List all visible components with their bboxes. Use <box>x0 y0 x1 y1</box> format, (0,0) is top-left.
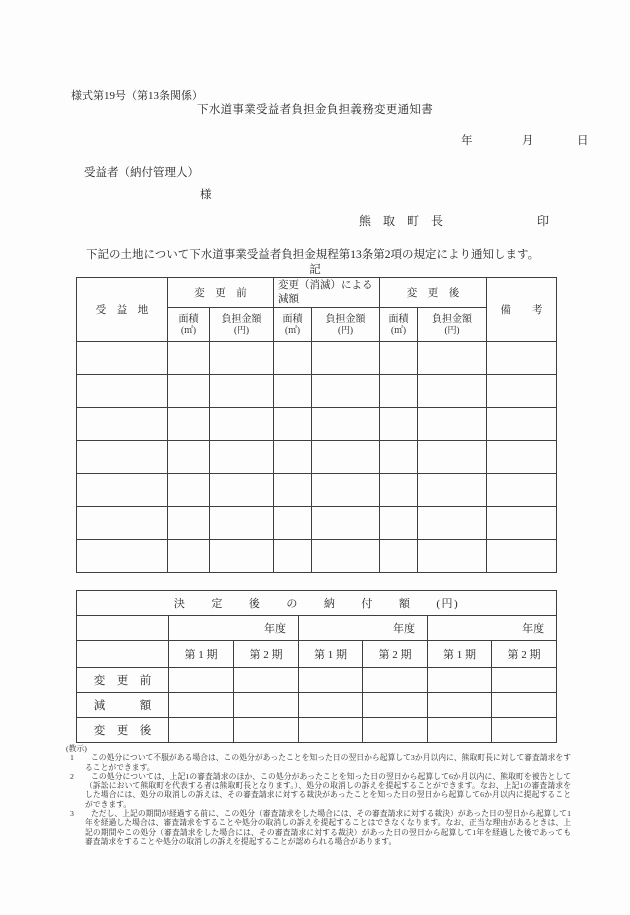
form-number: 様式第19号（第13条関係） <box>71 90 203 102</box>
table-row <box>77 408 557 441</box>
empty-cell <box>274 540 312 573</box>
amount-unit-label: (円) <box>234 324 249 335</box>
empty-cell <box>77 540 168 573</box>
notes-section <box>66 744 571 846</box>
empty-cell <box>210 507 274 540</box>
empty-cell <box>312 507 380 540</box>
empty-cell <box>380 507 418 540</box>
table2-title-row <box>77 591 557 616</box>
empty-cell <box>492 693 557 718</box>
table-row <box>77 375 557 408</box>
note-text: この処分については、上記1の審査請求のほか、この処分があったことを知った日の翌日から起算して6か月以内に、熊取町を被告として（訴訟において熊取町を代表する者は熊取町長となります。）、処分の取消しの訴えを提起することができます。なお、上記1の審査請求をした場合には、処分の取消しの訴えは、その審査請求に対する裁決があったことを知った日の翌日から起算して6か月以内に提起することができます。 <box>85 771 571 809</box>
row-label-after-change: 変 更 後 <box>77 718 169 743</box>
row-reduction <box>77 693 557 718</box>
header-cell-amount-before <box>210 308 274 342</box>
empty-cell <box>168 375 210 408</box>
mayor-name: 熊 取 町 長 <box>359 214 444 228</box>
empty-cell <box>418 342 487 375</box>
empty-cell <box>312 408 380 441</box>
empty-cell <box>77 474 168 507</box>
empty-cell <box>77 507 168 540</box>
empty-cell <box>299 718 363 743</box>
empty-cell <box>418 474 487 507</box>
note-number: 2 <box>70 771 74 781</box>
empty-cell <box>492 668 557 693</box>
empty-cell <box>234 668 299 693</box>
table2-title: 決 定 後 の 納 付 額 (円) <box>77 591 557 616</box>
empty-cell <box>312 441 380 474</box>
amount-label: 負担金額 <box>432 314 472 326</box>
empty-cell <box>380 342 418 375</box>
area-unit-label: (㎡) <box>285 324 300 335</box>
empty-cell <box>168 474 210 507</box>
empty-cell <box>380 441 418 474</box>
empty-cell <box>210 441 274 474</box>
empty-cell <box>418 540 487 573</box>
amount-unit-label: (円) <box>444 324 460 335</box>
row-label-before-change: 変 更 前 <box>77 668 169 693</box>
header-cell-area-reduction <box>274 308 312 342</box>
ki-heading: 記 <box>309 264 321 276</box>
note-item <box>66 772 571 809</box>
fiscal-year-cell: 年度 <box>428 616 557 641</box>
table-row <box>77 441 557 474</box>
empty-cell <box>234 693 299 718</box>
note-number: 3 <box>70 809 74 819</box>
empty-cell <box>274 408 312 441</box>
page-title: 下水道事業受益者負担金負担義務変更通知書 <box>197 104 433 116</box>
period-cell: 第 2 期 <box>363 641 428 668</box>
notes-heading: (教示) <box>66 744 87 753</box>
area-unit-label: (㎡) <box>391 324 406 335</box>
empty-cell <box>168 540 210 573</box>
empty-cell <box>487 375 557 408</box>
row-before-change <box>77 668 557 693</box>
honorific-sama: 様 <box>200 189 212 201</box>
note-item <box>66 753 571 772</box>
empty-cell <box>168 441 210 474</box>
empty-cell <box>380 540 418 573</box>
empty-cell <box>418 375 487 408</box>
empty-cell <box>210 408 274 441</box>
empty-cell <box>169 718 234 743</box>
empty-cell <box>312 540 380 573</box>
empty-cell <box>487 342 557 375</box>
empty-cell <box>274 474 312 507</box>
note-number: 1 <box>70 753 74 763</box>
date-line <box>0 132 630 146</box>
fiscal-year-row <box>77 616 557 641</box>
fiscal-year-cell: 年度 <box>169 616 299 641</box>
table-header-row <box>77 278 557 308</box>
seal-mark: 印 <box>537 214 550 228</box>
empty-cell <box>210 342 274 375</box>
header-cell-area-after <box>380 308 418 342</box>
empty-cell <box>380 408 418 441</box>
table-row <box>77 540 557 573</box>
empty-cell <box>312 342 380 375</box>
header-cell-area-before <box>168 308 210 342</box>
empty-cell <box>487 441 557 474</box>
empty-cell <box>312 474 380 507</box>
area-label: 面積 <box>388 314 409 326</box>
amount-label: 負担金額 <box>325 314 366 326</box>
empty-cell <box>299 668 363 693</box>
empty-cell <box>274 342 312 375</box>
period-header-row <box>77 641 557 668</box>
empty-cell <box>418 441 487 474</box>
empty-cell <box>274 441 312 474</box>
empty-cell <box>492 718 557 743</box>
row-after-change <box>77 718 557 743</box>
empty-cell <box>77 375 168 408</box>
beneficiary-label: 受益者（納付管理人） <box>84 167 199 179</box>
empty-cell <box>312 375 380 408</box>
period-cell: 第 1 期 <box>299 641 363 668</box>
empty-cell <box>363 668 428 693</box>
row-label-reduction: 減 額 <box>77 693 169 718</box>
payment-after-decision-table <box>76 590 557 743</box>
empty-cell <box>487 540 557 573</box>
empty-cell <box>168 408 210 441</box>
header-cell-before-change: 変 更 前 <box>168 278 274 308</box>
header-cell-after-change: 変 更 後 <box>380 278 487 308</box>
table-row <box>77 342 557 375</box>
empty-cell <box>168 507 210 540</box>
empty-cell <box>234 718 299 743</box>
note-text: この処分について不服がある場合は、この処分があったことを知った日の翌日から起算して3か月以内に、熊取町長に対して審査請求をすることができます。 <box>85 753 571 772</box>
period-cell: 第 2 期 <box>234 641 299 668</box>
header-cell-reduction: 変更（消滅）による減額 <box>274 278 380 308</box>
header-cell-beneficiary-land: 受 益 地 <box>77 278 168 342</box>
empty-cell <box>169 668 234 693</box>
period-cell: 第 1 期 <box>428 641 492 668</box>
empty-cell <box>380 375 418 408</box>
empty-cell <box>418 408 487 441</box>
burden-change-table <box>76 277 557 573</box>
area-label: 面積 <box>178 314 199 326</box>
empty-cell <box>487 408 557 441</box>
empty-cell <box>77 616 169 641</box>
empty-cell <box>418 507 487 540</box>
empty-cell <box>428 668 492 693</box>
empty-cell <box>169 693 234 718</box>
fiscal-year-cell: 年度 <box>299 616 428 641</box>
amount-unit-label: (円) <box>338 324 353 335</box>
empty-cell <box>77 408 168 441</box>
date-day-label: 日 <box>577 135 589 147</box>
empty-cell <box>210 540 274 573</box>
empty-cell <box>168 342 210 375</box>
empty-cell <box>210 375 274 408</box>
empty-cell <box>428 693 492 718</box>
empty-cell <box>274 507 312 540</box>
header-cell-remarks: 備 考 <box>487 278 557 342</box>
empty-cell <box>428 718 492 743</box>
date-month-label: 月 <box>522 135 534 147</box>
note-text: ただし、上記の期間が経過する前に、この処分（審査請求をした場合には、その審査請求に対する裁決）があった日の翌日から起算して1年を経過した場合は、審査請求をすることや処分の取消しの訴えを提起することはできなくなります。なお、正当な理由があるときは、上記の期間やこの処分（審査請求をした場合には、その審査請求に対する裁決）があった日の翌日から起算して1年を経過した後であっても審査請求をすることや処分の取消しの訴えを提起することが認められる場合があります。 <box>85 809 571 846</box>
amount-label: 負担金額 <box>221 314 262 326</box>
empty-cell <box>77 441 168 474</box>
empty-cell <box>77 641 169 668</box>
header-cell-amount-after <box>418 308 487 342</box>
intro-text: 下記の土地について下水道事業受益者負担金規程第13条第2項の規定により通知します。 <box>86 249 540 261</box>
empty-cell <box>487 507 557 540</box>
note-item <box>66 809 571 846</box>
empty-cell <box>210 474 274 507</box>
empty-cell <box>380 474 418 507</box>
date-year-label: 年 <box>461 135 473 147</box>
period-cell: 第 1 期 <box>169 641 234 668</box>
area-unit-label: (㎡) <box>181 324 196 335</box>
table-row <box>77 474 557 507</box>
empty-cell <box>299 693 363 718</box>
table-row <box>77 507 557 540</box>
empty-cell <box>363 693 428 718</box>
empty-cell <box>77 342 168 375</box>
header-cell-amount-reduction <box>312 308 380 342</box>
period-cell: 第 2 期 <box>492 641 557 668</box>
empty-cell <box>487 474 557 507</box>
empty-cell <box>363 718 428 743</box>
empty-cell <box>274 375 312 408</box>
area-label: 面積 <box>282 314 303 326</box>
